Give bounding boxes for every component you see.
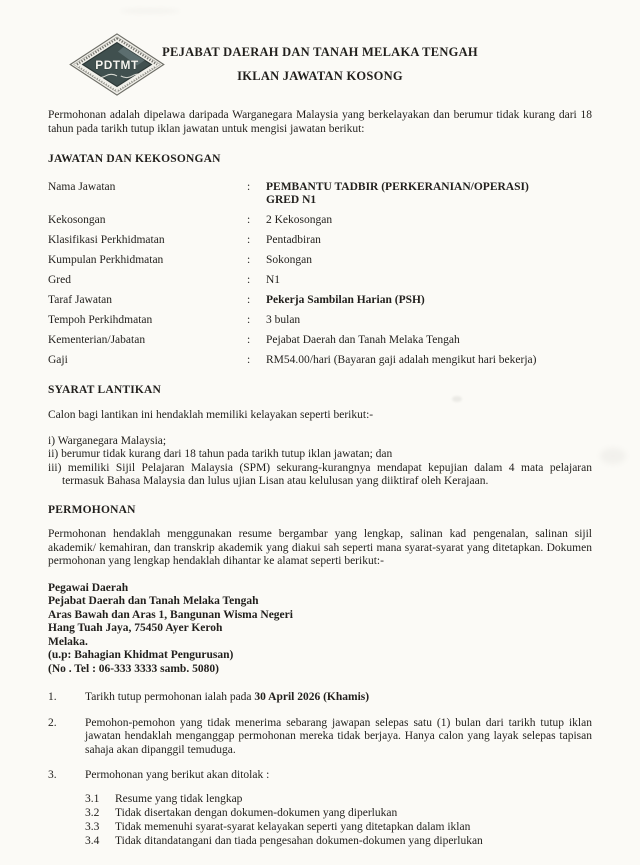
rejection-item [85,835,592,849]
table-row-kekosongan [48,214,592,228]
pdtmt-logo-icon [69,33,165,96]
advert-title: IKLAN JAWATAN KOSONG [237,68,403,83]
permohonan-paragraph: Permohonan hendaklah menggunakan resume bergambar yang lengkap, salinan kad pengenalan, salinan sijil akademik/ kemahiran, dan transkrip akademik yang diakui sah seperti mana syarat-syarat yang ditetapkan. Dokumen permohonan yang lengkap hendaklah dihantar ke alamat seperti berikut:- [48,528,592,567]
row-colon: : [247,294,251,306]
address-line: Pejabat Daerah dan Tanah Melaka Tengah [48,595,259,607]
table-row-gaji [48,354,592,368]
rejection-number: 3.1 [85,792,100,805]
row-colon: : [247,254,251,266]
row-value: Sokongan [266,254,312,266]
rejection-text: Tidak disertakan dengan dokumen-dokumen yang diperlukan [115,806,398,819]
address-line: (u.p: Bahagian Khidmat Pengurusan) [48,649,234,661]
row-colon: : [247,234,251,246]
row-value: 2 Kekosongan [266,214,333,226]
row-label: Gred [48,274,71,286]
note-text [85,769,592,783]
rejection-item [85,807,592,821]
row-colon: : [247,274,251,286]
address-line: Hang Tuah Jaya, 75450 Ayer Keroh [48,622,223,634]
note-text-plain: Tarikh tutup permohonan ialah pada [85,691,255,703]
row-label: Gaji [48,354,68,366]
closing-date: 30 April 2026 (Khamis) [254,691,370,703]
address-line: (No . Tel : 06-333 3333 samb. 5080) [48,662,219,675]
rejection-number: 3.4 [85,834,100,847]
pdtmt-logo [69,33,165,95]
section-heading-syarat: SYARAT LANTIKAN [48,383,162,396]
row-colon: : [247,180,251,193]
note-text [85,691,592,705]
office-title: PEJABAT DAERAH DAN TANAH MELAKA TENGAH [162,45,478,59]
table-row-kumpulan [48,254,592,268]
row-value-line1: PEMBANTU TADBIR (PERKERANIAN/OPERASI) [266,180,529,193]
rejection-number: 3.2 [85,806,100,819]
note-text-plain: Pemohon-pemohon yang tidak menerima sebarang jawapan selepas satu (1) bulan dari tarikh tutup iklan jawatan hendaklah menganggap permohonan mereka tidak berjaya. Hanya calon yang layak selepas tapisan sahaja akan dipanggil temuduga. [85,716,592,756]
row-colon: : [247,334,251,346]
table-row-gred [48,274,592,288]
row-colon: : [247,214,251,226]
note-number: 2. [48,716,57,729]
syarat-item-3: iii) memiliki Sijil Pelajaran Malaysia (SPM) sekurang-kurangnya mendapat kepujian dalam 4 mata pelajaran termasuk Bahasa Malaysia dan lulus ujian Lisan atau kelulusan yang diiktiraf oleh Kerajaan. [48,461,592,487]
table-row-nama-jawatan [48,181,592,208]
row-value: N1 [266,274,281,286]
section-heading-jawatan: JAWATAN DAN KEKOSONGAN [48,153,221,165]
address-line: Melaka. [48,635,88,648]
syarat-item-1: i) Warganegara Malaysia; [48,434,167,447]
note-item-2 [48,717,592,758]
section-heading-permohonan: PERMOHONAN [48,503,136,516]
intro-paragraph: Permohonan adalah dipelawa daripada Warganegara Malaysia yang berkelayakan dan berumur tidak kurang dari 18 tahun pada tarikh tutup iklan jawatan untuk mengisi jawatan berikut: [48,109,592,135]
job-detail-table [48,181,592,368]
row-label: Kementerian/Jabatan [48,334,146,346]
row-value [266,181,592,208]
rejection-text: Resume yang tidak lengkap [115,792,243,805]
row-label: Nama Jawatan [48,180,116,193]
scan-smudge [120,8,180,14]
row-colon: : [247,354,251,366]
row-label: Kekosongan [48,214,106,226]
notes-list [48,691,592,783]
row-value: Pekerja Sambilan Harian (PSH) [266,294,425,306]
note-number: 1. [48,691,57,703]
note-item-3 [48,769,592,783]
logo-acronym: PDTMT [95,57,139,72]
document-header [48,33,592,95]
table-row-kementerian [48,334,592,348]
note-text-plain: Permohonan yang berikut akan ditolak : [85,769,270,781]
rejection-item [85,821,592,835]
syarat-list [48,435,592,489]
note-text [85,717,592,758]
address-line: Aras Bawah dan Aras 1, Bangunan Wisma Negeri [48,608,293,621]
row-value: Pentadbiran [266,234,321,246]
row-value: Pejabat Daerah dan Tanah Melaka Tengah [266,334,460,346]
rejection-text: Tidak memenuhi syarat-syarat kelayakan seperti yang ditetapkan dalam iklan [115,820,471,833]
row-label: Taraf Jawatan [48,294,113,306]
table-row-tempoh [48,314,592,328]
table-row-taraf [48,294,592,308]
syarat-item-2: ii) berumur tidak kurang dari 18 tahun pada tarikh tutup iklan jawatan; dan [48,448,393,460]
row-label: Klasifikasi Perkhidmatan [48,234,165,246]
scan-smudge [600,448,626,464]
row-label: Kumpulan Perkhidmatan [48,254,164,266]
rejection-number: 3.3 [85,820,100,833]
rejection-item [85,793,592,807]
table-row-klasifikasi [48,234,592,248]
mailing-address [48,582,592,677]
address-line: Pegawai Daerah [48,581,129,594]
rejection-text: Tidak ditandatangani dan tiada pengesahan dokumen-dokumen yang diperlukan [115,834,483,847]
row-label: Tempoh Perkihdmatan [48,314,153,326]
row-value: RM54.00/hari (Bayaran gaji adalah mengikut hari bekerja) [266,354,537,366]
note-number: 3. [48,769,57,781]
row-colon: : [247,314,251,326]
row-value: 3 bulan [266,314,301,326]
syarat-intro: Calon bagi lantikan ini hendaklah memiliki kelayakan seperti berikut:- [48,409,374,421]
note-item-1 [48,691,592,705]
row-value-line2: GRED N1 [266,194,317,206]
rejection-reasons-list [85,793,592,849]
